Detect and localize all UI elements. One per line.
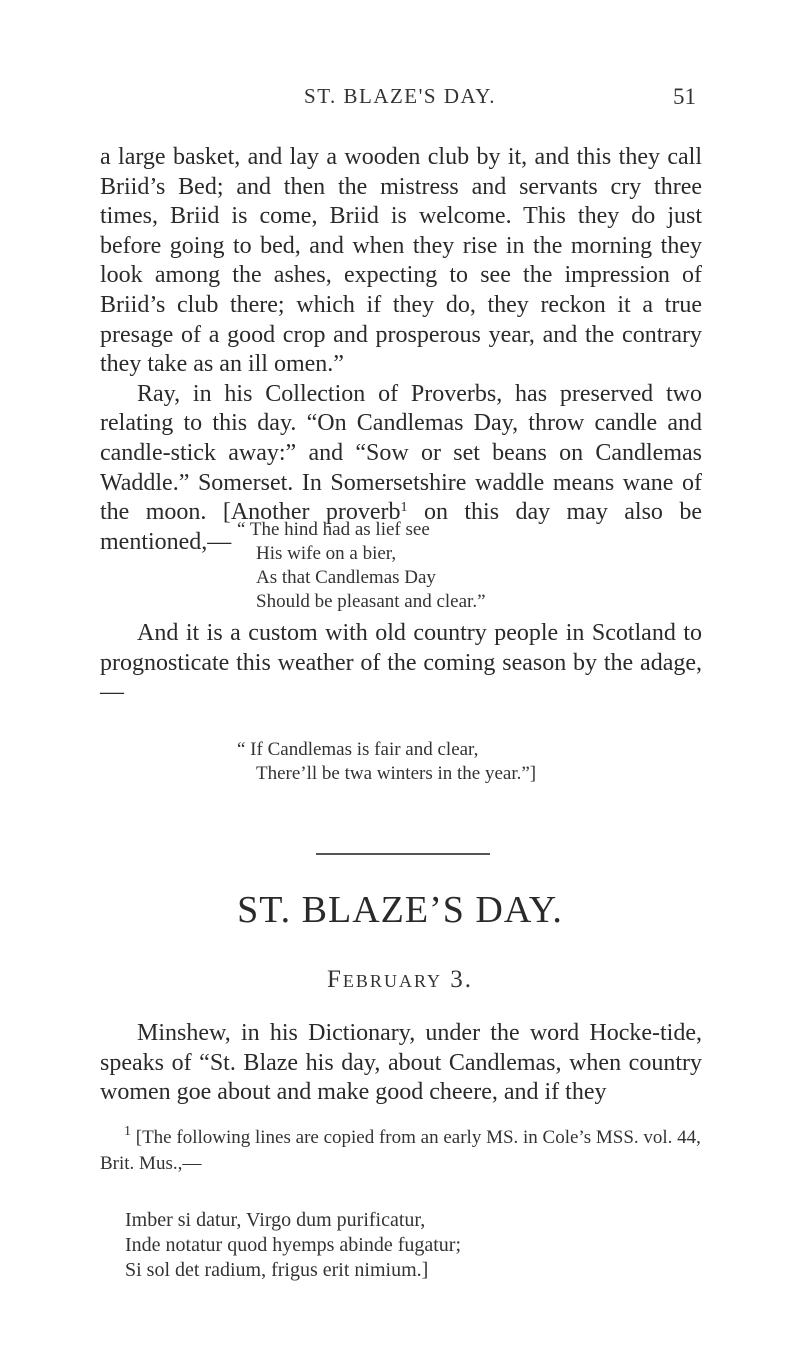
section-divider	[316, 853, 490, 855]
footnote-body: [The following lines are copied from an early MS. in Cole’s MSS. vol. 44, Brit. Mus.,—	[100, 1127, 701, 1174]
paragraph-minshew: Minshew, in his Dictionary, under the word Hocke-tide, speaks of “St. Blaze his day, about Candlemas, when country women goe about and make good cheere, and if they	[100, 1020, 702, 1106]
paragraph-proverbs-text-end: on this day may also be mentioned,—	[100, 499, 703, 555]
paragraph-proverbs-text: Ray, in his Collection of Proverbs, has preserved two relating to this day. “On Candlemas Day, throw candle and candle-stick away:” and “Sow or set beans on Candlemas Waddle.” Somerset. In Somersetshire waddle means wane of the moon. [Another proverb	[100, 380, 702, 526]
verse-line: There’ll be twa winters in the year.”]	[256, 763, 537, 784]
footnote-latin-verse	[125, 1208, 461, 1283]
verse-line: His wife on a bier,	[256, 543, 397, 564]
page-number: 51	[673, 84, 696, 109]
body-text-upper	[100, 143, 702, 557]
section-title: ST. BLAZE’S DAY.	[237, 889, 563, 931]
verse-line: As that Candlemas Day	[256, 567, 436, 588]
paragraph-scotland: And it is a custom with old country people in Scotland to prognosticate this weather of the coming season by the adage,—	[100, 620, 702, 706]
running-title: ST. BLAZE'S DAY.	[304, 84, 496, 108]
verse-candlemas-hind	[237, 518, 486, 614]
paragraph-continuation: a large basket, and lay a wooden club by it, and this they call Briid’s Bed; and then the mistress and servants cry three times, Briid is come, Briid is welcome. This they do just before going to bed, and when they rise in the morning they look among the ashes, expecting to see the impression of Briid’s club there; which if they do, they reckon it a true presage of a good crop and prosperous year, and the contrary they take as an ill omen.”	[100, 144, 702, 378]
footnote-text	[100, 1125, 702, 1177]
section-date: February 3.	[327, 966, 473, 993]
verse-line: Should be pleasant and clear.”	[256, 591, 486, 612]
latin-verse-line: Imber si datur, Virgo dum purificatur,	[125, 1209, 426, 1231]
footnote-mark: 1	[124, 1124, 131, 1139]
verse-line: “ If Candlemas is fair and clear,	[237, 739, 479, 760]
footnote	[100, 1125, 702, 1177]
latin-verse-line: Si sol det radium, frigus erit nimium.]	[125, 1259, 429, 1281]
latin-verse-line: Inde notatur quod hyemps abinde fugatur;	[125, 1234, 462, 1256]
body-text-middle	[100, 619, 702, 708]
running-head	[0, 84, 800, 114]
verse-line: “ The hind had as lief see	[237, 519, 430, 540]
body-text-lower	[100, 1019, 702, 1108]
footnote-reference: 1	[400, 500, 408, 516]
verse-candlemas-winters	[237, 738, 536, 786]
